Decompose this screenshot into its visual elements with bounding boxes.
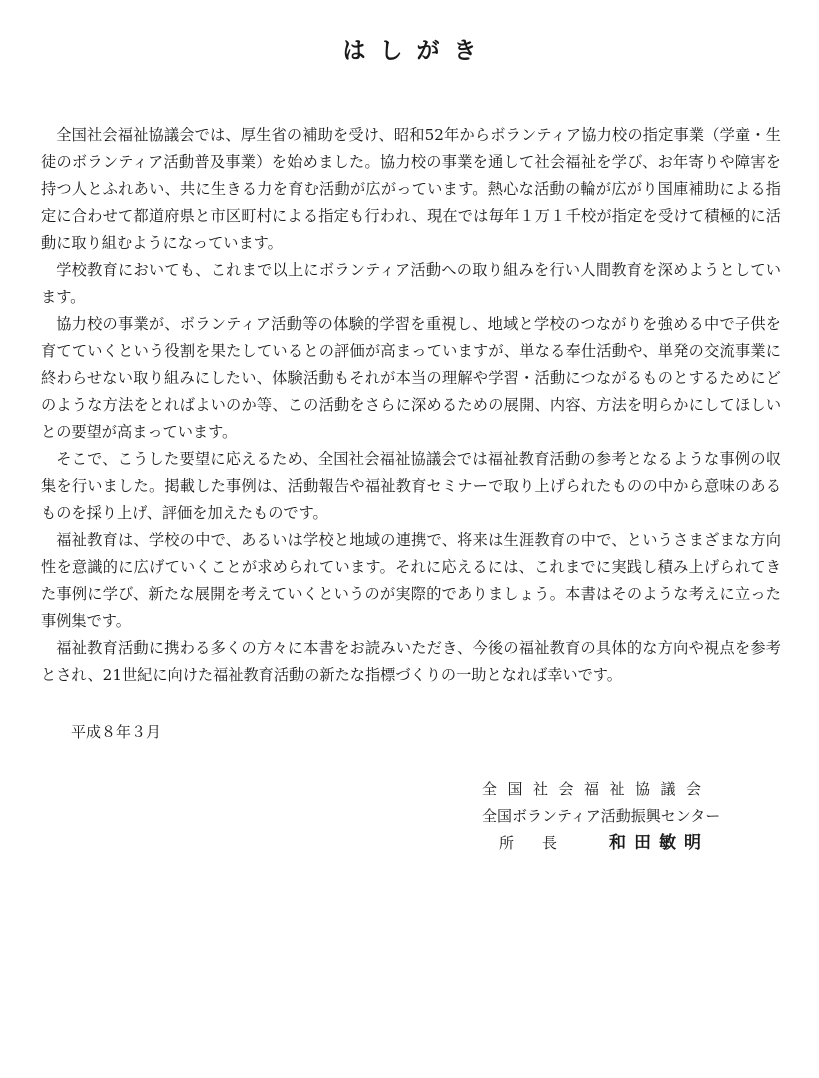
signatory-line xyxy=(482,830,720,857)
signature-block xyxy=(482,776,720,857)
paragraph-1: 全国社会福祉協議会では、厚生省の補助を受け、昭和52年からボランティア協力校の指定事業（学童・生徒のボランティア活動普及事業）を始めました。協力校の事業を通して社会福祉を学び、お年寄りや障害を持つ人とふれあい、共に生きる力を育む活動が広がっています。熱心な活動の輪が広がり国庫補助による指定に合わせて都道府県と市区町村による指定も行われ、現在では毎年１万１千校が指定を受けて積極的に活動に取り組むようになっています。 xyxy=(41,126,781,252)
paragraph-5: 福祉教育は、学校の中で、あるいは学校と地域の連携で、将来は生涯教育の中で、というさまざまな方向性を意識的に広げていくことが求められています。それに応えるには、これまでに実践し積み上げられてきた事例に学び、新たな展開を考えていくというのが実際的でありましょう。本書はそのような考えに立った事例集です。 xyxy=(41,531,781,630)
publication-date: 平成８年３月 xyxy=(71,723,162,741)
preface-body xyxy=(41,122,781,689)
paragraph-6: 福祉教育活動に携わる多くの方々に本書をお読みいただき、今後の福祉教育の具体的な方向や視点を参考とされ、21世紀に向けた福祉教育活動の新たな指標づくりの一助となれば幸いです。 xyxy=(41,639,781,684)
paragraph-3: 協力校の事業が、ボランティア活動等の体験的学習を重視し、地域と学校のつながりを強める中で子供を育てていくという役割を果たしているとの評価が高まっていますが、単なる奉仕活動や、単発の交流事業に終わらせない取り組みにしたい、体験活動もそれが本当の理解や学習・活動につながるものとするためにどのような方法をとればよいのか等、この活動をさらに深めるための展開、内容、方法を明らかにしてほしいとの要望が高まっています。 xyxy=(41,315,781,441)
paragraph-2: 学校教育においても、これまで以上にボランティア活動への取り組みを行い人間教育を深めようとしています。 xyxy=(41,261,781,306)
organization-name: 全国社会福祉協議会 xyxy=(482,780,712,798)
page-title: はしがき xyxy=(342,38,491,64)
paragraph-4: そこで、こうした要望に応えるため、全国社会福祉協議会では福祉教育活動の参考となるような事例の収集を行いました。掲載した事例は、活動報告や福祉教育セミナーで取り上げられたものの中から意味のあるものを採り上げ、評価を加えたものです。 xyxy=(41,450,781,522)
signatory-name: 和田敏明 xyxy=(609,833,709,853)
signatory-position: 所長 xyxy=(499,834,586,852)
center-name: 全国ボランティア活動振興センター xyxy=(482,807,721,825)
